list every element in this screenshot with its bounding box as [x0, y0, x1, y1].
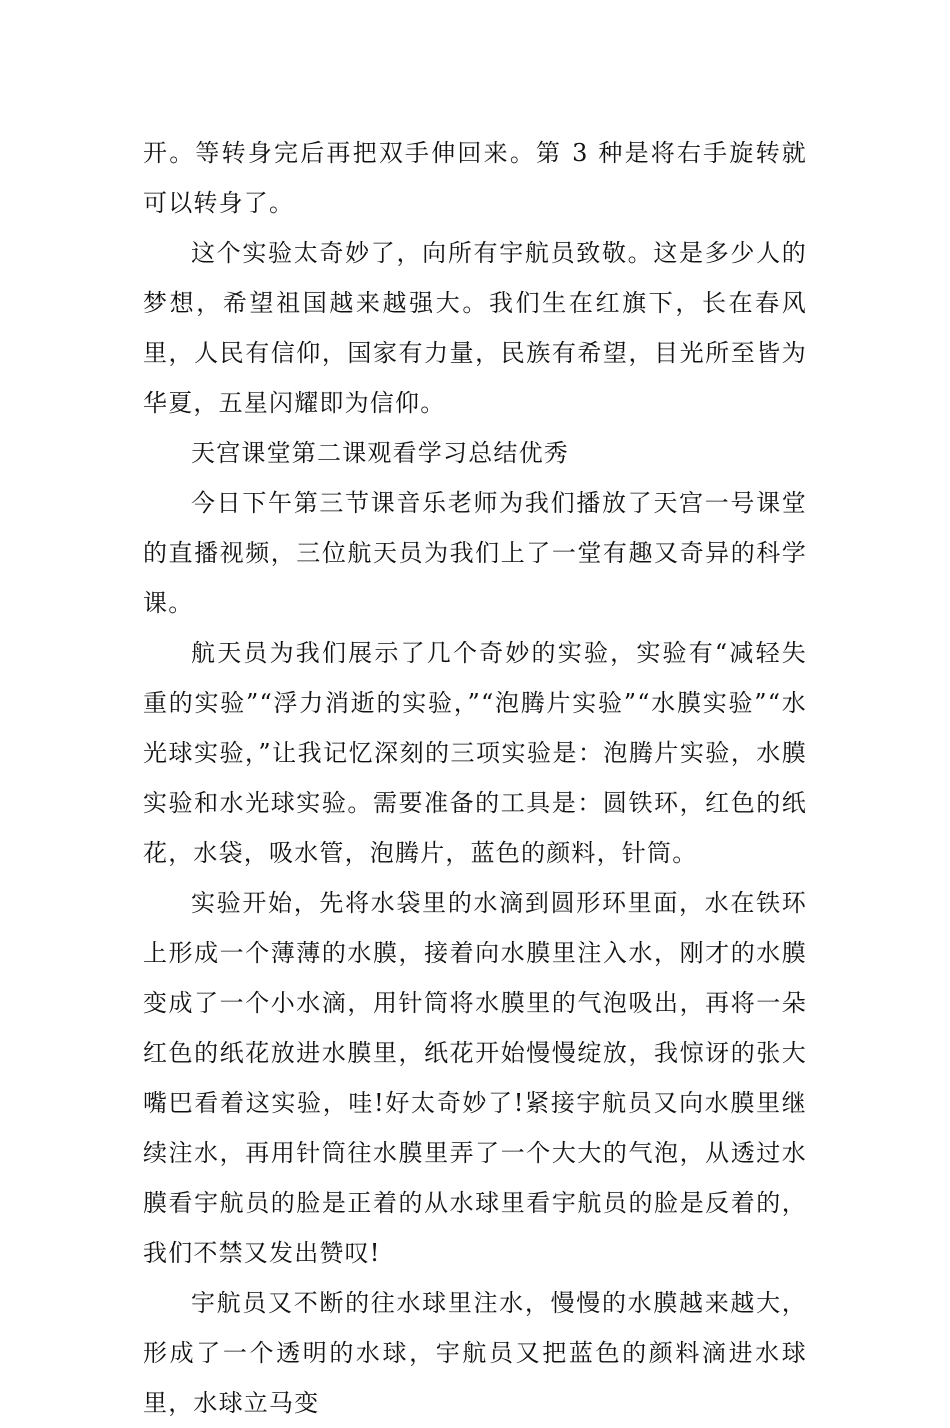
paragraph-intro: 今日下午第三节课音乐老师为我们播放了天宫一号课堂的直播视频，三位航天员为我们上了一堂有趣又奇异的科学课。	[143, 489, 807, 617]
paragraph-water-ball: 宇航员又不断的往水球里注水，慢慢的水膜越来越大，形成了一个透明的水球，宇航员又把蓝色的颜料滴进水球里，水球立马变	[143, 1289, 807, 1417]
paragraph-experiments: 航天员为我们展示了几个奇妙的实验，实验有“减轻失重的实验”“浮力消逝的实验，”“泡腾片实验”“水膜实验”“水光球实验，”让我记忆深刻的三项实验是：泡腾片实验，水膜实验和水光球实验。需要准备的工具是：圆铁环，红色的纸花，水袋，吸水管，泡腾片，蓝色的颜料，针筒。	[143, 639, 807, 867]
document-body	[143, 128, 807, 1428]
section-heading: 天宫课堂第二课观看学习总结优秀	[191, 439, 569, 467]
paragraph-water-film: 实验开始，先将水袋里的水滴到圆形环里面，水在铁环上形成一个薄薄的水膜，接着向水膜里注入水，刚才的水膜变成了一个小水滴，用针筒将水膜里的气泡吸出，再将一朵红色的纸花放进水膜里，纸花开始慢慢绽放，我惊讶的张大嘴巴看着这实验，哇!好太奇妙了!紧接宇航员又向水膜里继续注水，再用针筒往水膜里弄了一个大大的气泡，从透过水膜看宇航员的脸是正着的从水球里看宇航员的脸是反着的，我们不禁又发出赞叹!	[143, 889, 807, 1267]
paragraph-continued: 开。等转身完后再把双手伸回来。第 3 种是将右手旋转就可以转身了。	[143, 139, 807, 217]
paragraph-tribute: 这个实验太奇妙了，向所有宇航员致敬。这是多少人的梦想，希望祖国越来越强大。我们生在红旗下，长在春风里，人民有信仰，国家有力量，民族有希望，目光所至皆为华夏，五星闪耀即为信仰。	[143, 239, 807, 417]
